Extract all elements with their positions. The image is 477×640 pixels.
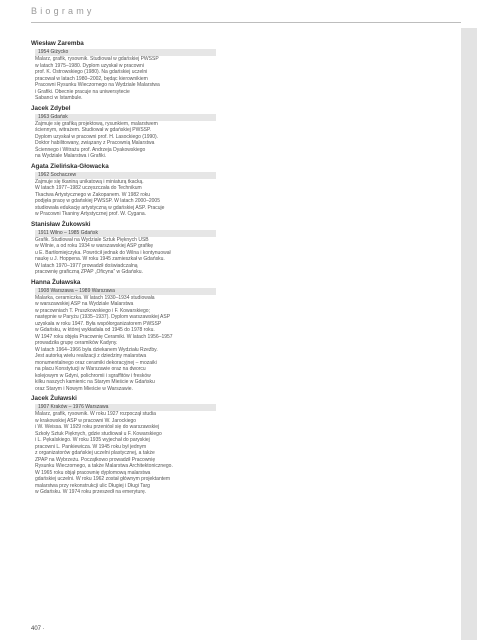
biography-line: W latach 1964–1966 była dziekanem Wydziału Rzeźby. (35, 346, 158, 353)
biography-line: ZPAP na Wybrzeżu. Początkowo prowadził Pracownię (35, 456, 156, 463)
biography-line: w latach 1975–1980. Dyplom uzyskał w pracowni (35, 62, 144, 69)
person-name: Stanisław Żukowski (31, 220, 91, 228)
person-name: Jacek Zdybel (31, 104, 71, 112)
biography-line: Doktor habilitowany, związany z Pracownią Malarstwa (35, 140, 155, 146)
biography-line: z organizatorów gdańskiej uczelni plastycznej, a także (35, 450, 155, 456)
biography-line: i W. Weissa. W 1929 roku przeniósł się do warszawskiej (35, 424, 160, 430)
birth-death-dates: 1963 Gdańsk (35, 114, 216, 121)
biography-line: Pracowni Rysunku Wieczornego na Wydziale Malarstwa (35, 82, 160, 88)
biography-line: W 1965 roku objął pracownię dyplomową malarstwa (35, 469, 151, 476)
biography-line: w krakowskiej ASP w pracowni W. Jarockiego (35, 417, 137, 424)
biography-line: gdańskiej uczelni. W roku 1962 został głównym projektantem (35, 476, 171, 482)
biography-line: naukę u J. Hoppena. W roku 1945 zamieszkał w Gdańsku. (35, 256, 165, 262)
header-divider (31, 22, 461, 23)
biography-line: kolejowym w Gdyni, polichromii i sgraffitów i fresków (35, 372, 151, 379)
birth-death-dates: 1962 Sochaczew (35, 172, 216, 179)
biography-line: u E. Bartłomiejczyka. Powrócił jednak do Wilna i kontynuował (35, 249, 171, 256)
biography-line: prowadziła grupę ceramików Kadyny. (35, 340, 118, 346)
biography-line: podjęła pracę w gdańskiej PWSSP. W latach 2000–2005 (35, 198, 160, 204)
birth-death-dates: 1907 Kraków – 1976 Warszawa (35, 404, 216, 411)
person-name: Hanna Żuławska (31, 278, 81, 286)
biography-line: w Gdańsku, w której wykładała od 1945 do 1978 roku. (35, 327, 155, 333)
biography-line: studiowała edukację artystyczną w gdańskiej ASP. Pracuje (35, 204, 165, 211)
biography-text (35, 179, 213, 218)
biography-entry (31, 40, 331, 102)
biography-line: w Wilnie, a od roku 1934 w warszawskiej ASP grafikę (35, 243, 154, 249)
birth-death-dates: 1908 Warszawa – 1989 Warszawa (35, 288, 216, 295)
biography-line: Ściennego i Witrażu prof. Andrzeja Dyakowskiego (35, 146, 146, 153)
biography-line: ściennym, witrażem. Studiował w gdańskiej PWSSP. (35, 127, 152, 133)
person-name: Agata Zielińska-Głowacka (31, 162, 109, 170)
biography-line: Sabanci w Istambule. (35, 95, 83, 101)
biography-line: na placu Konstytucji w Warszawie oraz na dworcu (35, 366, 146, 372)
biography-entry (31, 279, 331, 393)
biography-text (35, 411, 213, 496)
biography-line: Malarka, ceramiczka. W latach 1930–1934 studiowała (35, 294, 155, 301)
biography-line: prof. K. Ostrowskiego (1980). Na gdańskiej uczelni (35, 69, 148, 75)
birth-death-dates: 1954 Giżycko (35, 49, 216, 56)
biography-line: Dyplom uzyskał w pracowni prof. H. Lasockiego (1990). (35, 133, 159, 140)
biography-line: w Pracowni Tkaniny Artystycznej prof. W. Cygana. (35, 211, 147, 217)
biography-text (35, 237, 213, 276)
person-name: Jacek Żuławski (31, 395, 77, 402)
section-title: Biogramy (31, 6, 95, 16)
biography-line: w warszawskiej ASP na Wydziale Malarstwa (35, 301, 134, 307)
biography-line: malarstwa przy rekonstrukcji ulic Długiej i Długi Targ (35, 482, 150, 489)
biography-line: Rysunku Wieczornego, a także Malarstwa Architektonicznego. (35, 463, 173, 469)
biography-line: w pracowniach T. Pruszkowskiego i F. Kowarskiego; (35, 307, 150, 314)
biography-line: monumentalnego oraz ceramiki dekoracyjnej – mozaiki (35, 359, 157, 366)
biography-line: Zajmuje się grafiką projektową, rysunkiem, malarstwem (35, 120, 158, 127)
biography-line: i L. Pękalskiego. W roku 1935 wyjechał do paryskiej (35, 437, 150, 443)
biography-line: następnie w Paryżu (1935–1937). Dyplom warszawskiej ASP (35, 314, 171, 320)
biography-line: pracował w latach 1980–2002, będąc kierownikiem (35, 75, 148, 82)
biography-entry (31, 395, 331, 496)
biography-line: Malarz, grafik, rysownik. Studiował w gdańskiej PWSSP (35, 56, 159, 62)
biography-line: Zajmuje się tkaniną unikatową i miniaturą tkacką. (35, 178, 144, 185)
biography-line: Jest autorką wielu realizacji z dziedziny malarstwa (35, 353, 147, 359)
biography-line: na Wydziale Malarstwa i Grafiki. (35, 153, 107, 159)
biography-line: Szkoły Sztuk Pięknych, gdzie studiował u F. Kowarskiego (35, 430, 162, 437)
biography-line: w Gdańsku. W 1974 roku przeszedł na emeryturę. (35, 489, 147, 495)
biography-line: W 1947 roku objęła Pracownię Ceramiki. W latach 1956–1957 (35, 333, 173, 340)
biography-line: uzyskała w roku 1947. Była współorganizatorem PWSSP (35, 320, 162, 327)
biography-line: Malarz, grafik, rysownik. W roku 1927 rozpoczął studia (35, 411, 156, 417)
biography-line: oraz Starym i Nowym Mieście w Warszawie. (35, 385, 133, 392)
biography-line: Tkactwa Artystycznego w Zakopanem. W 1982 roku (35, 191, 151, 198)
biography-entry (31, 163, 331, 218)
birth-death-dates: 1911 Wilno – 1985 Gdańsk (35, 230, 216, 237)
biography-entry (31, 105, 331, 160)
person-name: Wiesław Zaremba (31, 40, 84, 47)
biography-line: W latach 1970–1977 prowadził doświadczalną (35, 262, 138, 269)
page-number: 407 · (31, 626, 45, 632)
biography-line: pracowni L. Pankiewicza. W 1945 roku był jednym (35, 443, 147, 450)
biography-line: kilku naszych kamienic na Starym Mieście w Gdańsku (35, 379, 155, 385)
biography-line: pracownię graficzną ZPAP „Oficyna” w Gdańsku. (35, 269, 143, 275)
biography-text (35, 56, 213, 102)
biography-list (31, 40, 331, 499)
biography-line: W latach 1977–1982 uczęszczała do Technikum (35, 185, 142, 191)
biography-text (35, 295, 213, 393)
page-edge-bar (461, 28, 477, 640)
biography-entry (31, 221, 331, 276)
biography-line: Grafik. Studiował na Wydziale Sztuk Pięknych USB (35, 236, 149, 243)
biography-text (35, 121, 213, 160)
biography-line: i Grafiki. Obecnie pracuje na uniwersytecie (35, 88, 130, 95)
